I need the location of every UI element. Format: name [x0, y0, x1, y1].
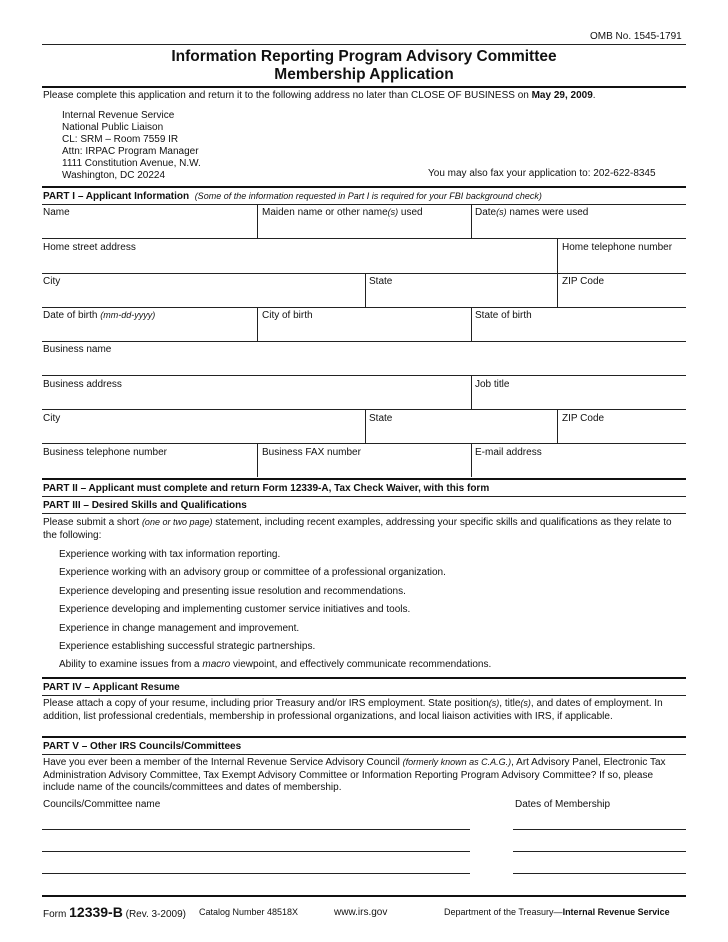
council-name-line[interactable]: [42, 873, 470, 874]
home-phone-field[interactable]: [559, 255, 685, 272]
catalog-number: Catalog Number 48518X: [199, 907, 299, 917]
city-of-birth-label: City of birth: [262, 310, 313, 321]
form-title: Information Reporting Program Advisory Committee: [171, 48, 557, 65]
email-label: E-mail address: [475, 447, 542, 458]
list-item: Experience working with tax information reporting.: [59, 549, 281, 560]
membership-dates-line[interactable]: [513, 851, 686, 852]
dates-names-label: Date(s) names were used: [475, 207, 589, 218]
list-item: Experience in change management and improvement.: [59, 623, 300, 634]
home-address-label: Home street address: [43, 242, 136, 253]
home-address-field[interactable]: [43, 255, 555, 272]
divider: [42, 86, 686, 88]
list-item: Experience developing and implementing customer service initiatives and tools.: [59, 604, 411, 615]
list-item: Experience developing and presenting issue resolution and recommendations.: [59, 586, 406, 597]
part5-instructions: Have you ever been a member of the Internal Revenue Service Advisory Council (formerly known as C.A.G.), Art Advisory Panel, Electronic Tax Administration Advisory Committee, Tax Exempt Advisory Committee or Information Reporting Program Advisory Committee? If so, please include name of the councils/committees and dates of membership.: [43, 757, 666, 793]
part4-heading: PART IV – Applicant Resume: [43, 682, 180, 693]
state-of-birth-field[interactable]: [473, 323, 685, 340]
membership-dates-line[interactable]: [513, 829, 686, 830]
form-number: Form 12339-B (Rev. 3-2009): [43, 904, 187, 920]
agency-name: Department of the Treasury—Internal Revenue Service: [444, 907, 670, 917]
list-item: Experience working with an advisory group or committee of a professional organization.: [59, 567, 446, 578]
business-name-field[interactable]: [43, 357, 685, 374]
business-state-label: State: [369, 413, 393, 424]
state-field[interactable]: [367, 289, 555, 306]
business-phone-label: Business telephone number: [43, 447, 167, 458]
business-zip-field[interactable]: [559, 425, 685, 442]
dob-field[interactable]: [43, 323, 255, 340]
divider: [42, 204, 686, 205]
state-label: State: [369, 276, 393, 287]
part4-instructions: Please attach a copy of your resume, including prior Treasury and/or IRS employment. State position(s), title(s), and dates of employment. In addition, list professional credentials, membership in professional organizations, and local liaison activities with IRS, if applicable.: [43, 698, 663, 722]
job-title-field[interactable]: [473, 391, 685, 408]
dates-membership-label: Dates of Membership: [515, 799, 611, 810]
business-phone-field[interactable]: [43, 459, 255, 476]
part3-heading: PART III – Desired Skills and Qualifications: [43, 500, 247, 511]
maiden-name-field[interactable]: [259, 220, 469, 237]
name-label: Name: [43, 207, 70, 218]
council-name-line[interactable]: [42, 829, 470, 830]
part1-heading: PART I – Applicant Information (Some of the information requested in Part I is required for your FBI background check): [43, 191, 542, 202]
business-name-label: Business name: [43, 344, 112, 355]
business-state-field[interactable]: [367, 425, 555, 442]
omb-number: OMB No. 1545-1791: [590, 31, 682, 42]
city-of-birth-field[interactable]: [259, 323, 469, 340]
business-address-label: Business address: [43, 379, 122, 390]
membership-dates-line[interactable]: [513, 873, 686, 874]
part3-instructions: Please submit a short (one or two page) statement, including recent examples, addressing your specific skills and qualifications as they relate to the following:: [43, 517, 672, 541]
business-address-field[interactable]: [43, 391, 469, 408]
divider: [42, 44, 686, 45]
website-link[interactable]: www.irs.gov: [334, 907, 388, 918]
job-title-label: Job title: [475, 379, 510, 390]
zip-field[interactable]: [559, 289, 685, 306]
fax-note: You may also fax your application to: 202-622-8345: [428, 168, 656, 179]
name-field[interactable]: [43, 220, 255, 237]
maiden-name-label: Maiden name or other name(s) used: [262, 207, 423, 218]
intro-text: Please complete this application and return it to the following address no later than CLOSE OF BUSINESS on May 29, 2009.: [43, 90, 596, 101]
part2-heading: PART II – Applicant must complete and return Form 12339-A, Tax Check Waiver, with this form: [43, 483, 490, 494]
state-of-birth-label: State of birth: [475, 310, 532, 321]
council-name-line[interactable]: [42, 851, 470, 852]
home-phone-label: Home telephone number: [562, 242, 673, 253]
dob-label: Date of birth (mm-dd-yyyy): [43, 310, 156, 321]
email-field[interactable]: [473, 459, 685, 476]
list-item: Experience establishing successful strategic partnerships.: [59, 641, 316, 652]
dates-names-field[interactable]: [473, 220, 685, 237]
business-fax-field[interactable]: [259, 459, 469, 476]
part5-heading: PART V – Other IRS Councils/Committees: [43, 741, 242, 752]
business-city-label: City: [43, 413, 61, 424]
city-field[interactable]: [43, 289, 363, 306]
business-fax-label: Business FAX number: [262, 447, 361, 458]
zip-label: ZIP Code: [562, 276, 605, 287]
divider: [42, 186, 686, 188]
business-city-field[interactable]: [43, 425, 363, 442]
form-subtitle: Membership Application: [274, 66, 454, 83]
councils-name-label: Councils/Committee name: [43, 799, 161, 810]
city-label: City: [43, 276, 61, 287]
list-item: Ability to examine issues from a macro viewpoint, and effectively communicate recommendations.: [59, 659, 492, 670]
business-zip-label: ZIP Code: [562, 413, 605, 424]
